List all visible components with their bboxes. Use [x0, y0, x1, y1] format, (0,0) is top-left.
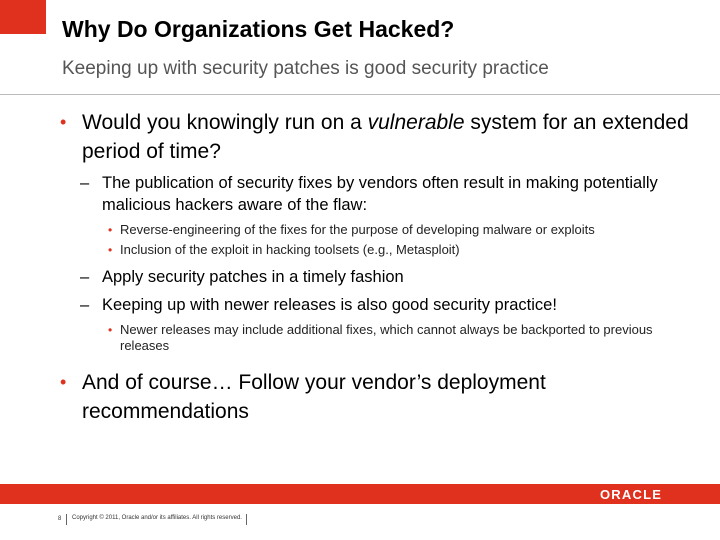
- bullet-text-emphasis: vulnerable: [367, 111, 465, 134]
- oracle-logo: ORACLE: [600, 487, 663, 502]
- slide-body: [60, 108, 700, 426]
- subbullet-apply-patches: [60, 266, 700, 288]
- slide-title: Why Do Organizations Get Hacked?: [62, 16, 455, 42]
- subbullet-publication: [60, 172, 700, 216]
- bullet-text-post: system for an extended period of time?: [82, 111, 689, 163]
- subbullet-text: Apply security patches in a timely fashion: [102, 268, 404, 286]
- subsubbullet-text: Reverse-engineering of the fixes for the purpose of developing malware or exploits: [120, 222, 595, 237]
- bullet-text-pre: Would you knowingly run on a: [82, 111, 368, 134]
- subbullet-text: Keeping up with newer releases is also good security practice!: [102, 296, 557, 314]
- slide-subtitle: Keeping up with security patches is good security practice: [62, 58, 549, 79]
- bullet-marker: •: [108, 323, 113, 337]
- bullet-text: And of course… Follow your vendor’s deployment recommendations: [82, 371, 546, 423]
- dash-marker: –: [80, 268, 90, 286]
- bullet-knowingly-run: [60, 108, 700, 166]
- corner-accent-block: [0, 0, 46, 34]
- page-number: 8: [58, 516, 62, 522]
- bullet-vendor-recommendations: [60, 368, 700, 426]
- header-divider: [0, 94, 720, 95]
- bullet-marker: •: [60, 372, 67, 392]
- subsubbullet-text: Newer releases may include additional fixes, which cannot always be backported to previous releases: [120, 322, 653, 353]
- footer-divider: [66, 514, 67, 525]
- subsubbullet-inclusion: [60, 242, 700, 258]
- footer-divider: [246, 514, 247, 525]
- dash-marker: –: [80, 296, 90, 314]
- copyright-notice: Copyright © 2011, Oracle and/or its affiliates. All rights reserved.: [72, 515, 242, 521]
- bullet-marker: •: [108, 223, 113, 237]
- bullet-marker: •: [108, 243, 113, 257]
- subbullet-newer-releases: [60, 294, 700, 316]
- subsubbullet-reverse-engineering: [60, 222, 700, 238]
- bullet-marker: •: [60, 112, 67, 132]
- dash-marker: –: [80, 174, 90, 192]
- subbullet-text: The publication of security fixes by vendors often result in making potentially malicious hackers aware of the flaw:: [102, 174, 658, 214]
- subsubbullet-additional-fixes: [60, 322, 700, 354]
- subsubbullet-text: Inclusion of the exploit in hacking toolsets (e.g., Metasploit): [120, 242, 460, 257]
